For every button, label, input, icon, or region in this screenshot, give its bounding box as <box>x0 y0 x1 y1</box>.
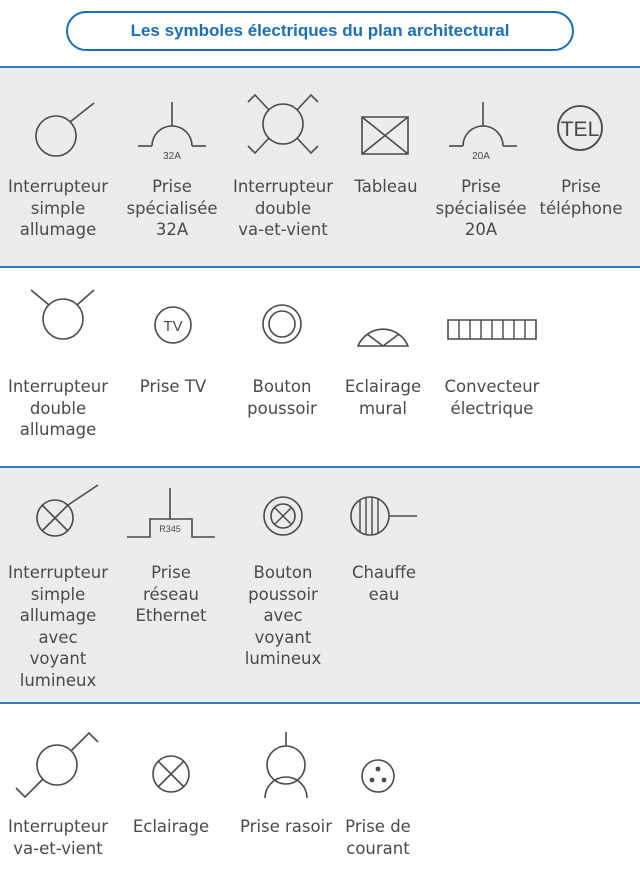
water-heater-icon <box>0 468 640 588</box>
label-prise-de-courant: Prise de courant <box>345 817 411 858</box>
label-tableau: Tableau <box>354 177 418 196</box>
label-prise-rasoir: Prise rasoir <box>240 817 332 836</box>
convector-icon <box>0 268 640 388</box>
label-eclairage: Eclairage <box>132 817 210 836</box>
symbol-row-2 <box>0 268 640 466</box>
ethernet-socket-text: R345 <box>159 524 181 534</box>
power-outlet-icon <box>0 704 640 824</box>
label-interrupteur-double-allumage: Interrupteur double allumage <box>7 377 108 439</box>
label-prise-reseau-ethernet: Prise réseau Ethernet <box>135 563 207 625</box>
tv-socket-text: TV <box>163 318 183 335</box>
symbol-row-4 <box>0 704 640 870</box>
label-bouton-poussoir-voyant: Bouton poussoir avec voyant lumineux <box>244 563 322 668</box>
symbol-row-1 <box>0 68 640 266</box>
socket-20a-text: 20A <box>472 151 490 162</box>
page-title: Les symboles électriques du plan architectural <box>66 11 574 51</box>
label-interrupteur-simple-allumage-voyant: Interrupteur simple allumage avec voyant lumineux <box>7 563 108 690</box>
label-prise-telephone: Prise téléphone <box>539 177 623 218</box>
label-eclairage-mural: Eclairage mural <box>344 377 422 418</box>
label-chauffe-eau: Chauffe eau <box>351 563 417 604</box>
socket-32a-text: 32A <box>163 151 181 162</box>
label-interrupteur-va-et-vient: Interrupteur va-et-vient <box>7 817 108 858</box>
label-prise-specialisee-20a: Prise spécialisée 20A <box>435 177 527 239</box>
symbol-row-3 <box>0 468 640 702</box>
label-bouton-poussoir: Bouton poussoir <box>247 377 317 418</box>
label-interrupteur-simple-allumage: Interrupteur simple allumage <box>7 177 108 239</box>
label-prise-specialisee-32a: Prise spécialisée 32A <box>126 177 218 239</box>
phone-socket-icon <box>0 68 640 188</box>
phone-socket-text: TEL <box>560 118 600 141</box>
label-interrupteur-double-va-et-vient: Interrupteur double va-et-vient <box>232 177 333 239</box>
label-prise-tv: Prise TV <box>139 377 207 396</box>
label-convecteur-electrique: Convecteur électrique <box>444 377 540 418</box>
